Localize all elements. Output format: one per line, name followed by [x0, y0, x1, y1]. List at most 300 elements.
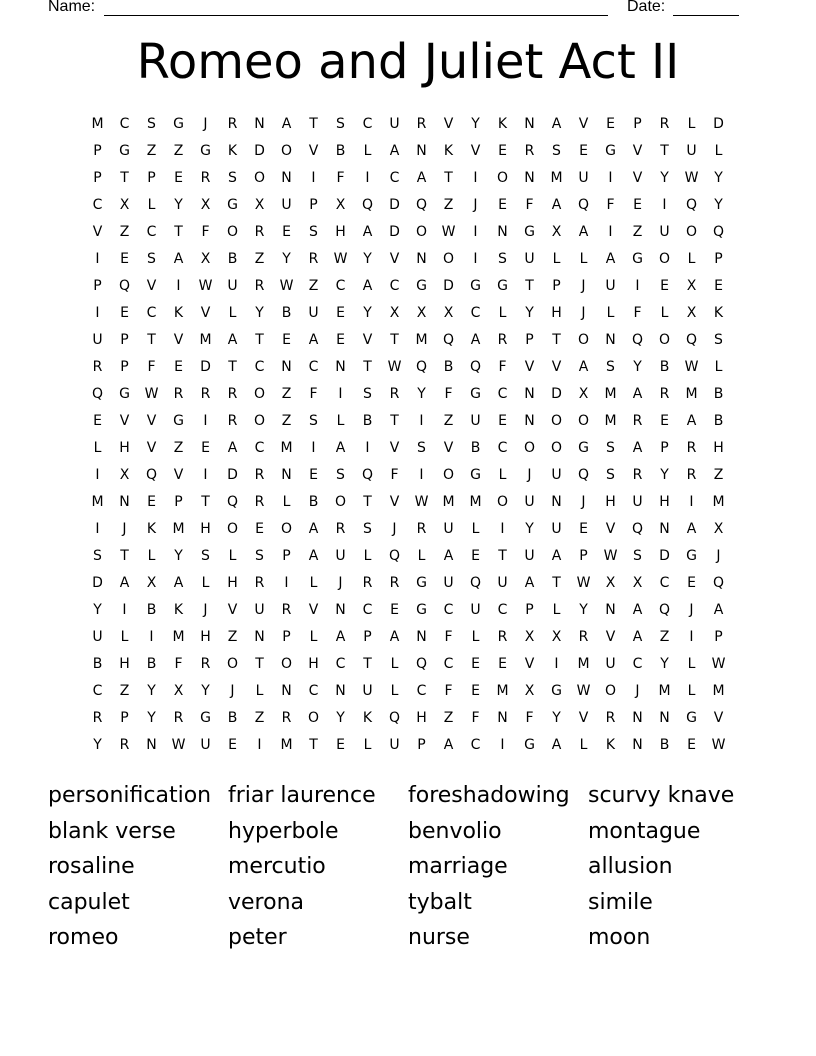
- word-bank-item: simile: [588, 889, 653, 915]
- grid-letter: T: [120, 548, 129, 564]
- grid-letter: A: [281, 116, 292, 132]
- grid-letter: L: [687, 116, 696, 132]
- grid-letter: M: [496, 683, 509, 699]
- grid-letter: E: [255, 521, 264, 537]
- grid-letter: E: [147, 494, 156, 510]
- grid-letter: T: [174, 224, 183, 240]
- grid-letter: T: [255, 332, 264, 348]
- grid-letter: C: [254, 440, 265, 456]
- grid-letter: R: [686, 467, 697, 483]
- grid-letter: J: [716, 548, 721, 564]
- grid-letter: L: [606, 305, 615, 321]
- grid-letter: I: [149, 629, 154, 645]
- grid-letter: F: [147, 359, 156, 375]
- grid-letter: I: [203, 467, 208, 483]
- grid-letter: F: [471, 710, 480, 726]
- grid-letter: P: [93, 278, 102, 294]
- grid-letter: L: [228, 548, 237, 564]
- grid-letter: N: [659, 710, 670, 726]
- grid-letter: V: [146, 278, 157, 294]
- grid-letter: L: [390, 656, 399, 672]
- grid-letter: Z: [119, 683, 130, 699]
- grid-letter: G: [578, 440, 589, 456]
- grid-letter: O: [307, 710, 320, 726]
- grid-letter: L: [714, 143, 723, 159]
- grid-letter: N: [254, 629, 265, 645]
- grid-letter: E: [201, 440, 210, 456]
- grid-letter: U: [524, 494, 535, 510]
- grid-letter: P: [309, 197, 318, 213]
- grid-letter: X: [686, 305, 697, 321]
- grid-letter: A: [362, 224, 373, 240]
- grid-letter: Y: [255, 305, 264, 321]
- grid-letter: R: [281, 710, 292, 726]
- grid-letter: V: [605, 629, 616, 645]
- grid-row: [84, 708, 732, 735]
- grid-letter: B: [659, 737, 670, 753]
- name-label: Name:: [48, 0, 96, 15]
- grid-letter: X: [119, 197, 130, 213]
- grid-letter: R: [335, 521, 346, 537]
- grid-letter: R: [578, 629, 589, 645]
- grid-letter: I: [365, 170, 370, 186]
- grid-letter: R: [389, 386, 400, 402]
- letter-grid: [84, 114, 732, 762]
- grid-letter: Q: [91, 386, 104, 402]
- grid-letter: V: [119, 413, 130, 429]
- grid-letter: Y: [552, 710, 561, 726]
- grid-letter: A: [551, 197, 562, 213]
- grid-letter: Q: [577, 197, 590, 213]
- grid-letter: A: [443, 737, 454, 753]
- grid-letter: C: [335, 656, 346, 672]
- grid-letter: X: [200, 197, 211, 213]
- grid-letter: W: [711, 656, 726, 672]
- grid-row: [84, 546, 732, 573]
- grid-letter: U: [470, 413, 481, 429]
- grid-letter: V: [524, 359, 535, 375]
- grid-letter: S: [336, 116, 345, 132]
- grid-letter: Q: [631, 332, 644, 348]
- grid-letter: A: [416, 170, 427, 186]
- grid-letter: V: [632, 143, 643, 159]
- grid-letter: J: [122, 521, 127, 537]
- grid-letter: U: [605, 278, 616, 294]
- grid-letter: V: [389, 251, 400, 267]
- grid-letter: T: [228, 359, 237, 375]
- grid-letter: V: [578, 116, 589, 132]
- grid-letter: W: [441, 224, 456, 240]
- grid-letter: X: [686, 278, 697, 294]
- grid-letter: R: [362, 575, 373, 591]
- grid-letter: A: [308, 521, 319, 537]
- grid-letter: N: [524, 386, 535, 402]
- grid-letter: G: [686, 710, 697, 726]
- grid-letter: W: [684, 170, 699, 186]
- grid-letter: U: [200, 737, 211, 753]
- grid-letter: W: [387, 359, 402, 375]
- word-bank-item: peter: [228, 925, 287, 951]
- grid-letter: Q: [712, 575, 725, 591]
- grid-letter: G: [632, 251, 643, 267]
- grid-letter: F: [444, 629, 453, 645]
- grid-letter: A: [173, 251, 184, 267]
- grid-letter: S: [201, 548, 210, 564]
- grid-letter: Y: [633, 359, 642, 375]
- grid-letter: H: [308, 656, 319, 672]
- grid-letter: M: [172, 629, 185, 645]
- grid-row: [84, 438, 732, 465]
- grid-letter: I: [689, 629, 694, 645]
- grid-letter: J: [203, 116, 208, 132]
- grid-letter: I: [608, 224, 613, 240]
- grid-letter: Y: [579, 602, 588, 618]
- grid-letter: L: [579, 251, 588, 267]
- grid-letter: S: [714, 332, 723, 348]
- grid-letter: A: [173, 575, 184, 591]
- grid-letter: W: [144, 386, 159, 402]
- grid-letter: M: [577, 656, 590, 672]
- grid-letter: T: [660, 143, 669, 159]
- grid-letter: Y: [714, 197, 723, 213]
- grid-letter: O: [658, 251, 671, 267]
- grid-letter: D: [200, 359, 211, 375]
- grid-letter: S: [498, 251, 507, 267]
- grid-letter: F: [390, 467, 399, 483]
- grid-letter: E: [579, 143, 588, 159]
- grid-letter: L: [336, 413, 345, 429]
- grid-letter: S: [309, 224, 318, 240]
- grid-letter: Z: [659, 629, 670, 645]
- grid-letter: L: [498, 305, 507, 321]
- grid-letter: Q: [415, 197, 428, 213]
- grid-letter: U: [497, 575, 508, 591]
- grid-letter: R: [173, 710, 184, 726]
- grid-letter: C: [470, 305, 481, 321]
- grid-letter: R: [254, 575, 265, 591]
- grid-letter: L: [363, 548, 372, 564]
- grid-letter: C: [335, 278, 346, 294]
- grid-letter: E: [282, 224, 291, 240]
- grid-letter: U: [686, 143, 697, 159]
- grid-letter: Q: [442, 332, 455, 348]
- grid-letter: S: [633, 548, 642, 564]
- grid-letter: E: [498, 656, 507, 672]
- grid-letter: T: [363, 494, 372, 510]
- grid-letter: T: [363, 656, 372, 672]
- grid-letter: O: [658, 332, 671, 348]
- grid-letter: G: [416, 575, 427, 591]
- word-bank-item: tybalt: [408, 889, 472, 915]
- grid-letter: Q: [469, 575, 482, 591]
- grid-letter: X: [632, 575, 643, 591]
- grid-letter: R: [632, 413, 643, 429]
- grid-letter: G: [119, 143, 130, 159]
- grid-letter: J: [230, 683, 235, 699]
- grid-letter: V: [146, 440, 157, 456]
- grid-letter: I: [311, 440, 316, 456]
- grid-letter: O: [496, 494, 509, 510]
- grid-letter: Q: [469, 359, 482, 375]
- grid-letter: W: [171, 737, 186, 753]
- grid-letter: K: [146, 521, 157, 537]
- grid-letter: Y: [174, 197, 183, 213]
- grid-letter: Y: [525, 305, 534, 321]
- grid-letter: E: [471, 548, 480, 564]
- grid-letter: G: [524, 737, 535, 753]
- grid-letter: T: [309, 737, 318, 753]
- grid-letter: P: [417, 737, 426, 753]
- word-bank-item: blank verse: [48, 818, 176, 844]
- word-bank-item: foreshadowing: [408, 783, 570, 808]
- grid-letter: L: [93, 440, 102, 456]
- grid-letter: U: [443, 575, 454, 591]
- grid-letter: I: [95, 521, 100, 537]
- grid-letter: Y: [336, 710, 345, 726]
- grid-letter: G: [524, 224, 535, 240]
- word-bank-item: rosaline: [48, 854, 135, 880]
- grid-letter: E: [120, 305, 129, 321]
- grid-letter: Z: [173, 440, 184, 456]
- grid-letter: P: [282, 548, 291, 564]
- grid-letter: M: [91, 494, 104, 510]
- grid-letter: I: [95, 251, 100, 267]
- grid-letter: C: [497, 386, 508, 402]
- grid-letter: O: [577, 413, 590, 429]
- grid-letter: U: [335, 548, 346, 564]
- grid-letter: B: [92, 656, 103, 672]
- grid-letter: G: [200, 143, 211, 159]
- word-bank-item: verona: [228, 889, 305, 915]
- grid-letter: K: [362, 710, 373, 726]
- grid-letter: J: [338, 575, 343, 591]
- grid-letter: E: [336, 305, 345, 321]
- grid-letter: R: [497, 332, 508, 348]
- grid-letter: A: [578, 359, 589, 375]
- grid-letter: Z: [308, 278, 319, 294]
- grid-letter: R: [605, 710, 616, 726]
- grid-letter: O: [550, 440, 563, 456]
- grid-letter: F: [174, 656, 183, 672]
- grid-letter: Q: [118, 278, 131, 294]
- grid-letter: A: [605, 251, 616, 267]
- grid-letter: U: [524, 548, 535, 564]
- grid-letter: Y: [471, 116, 480, 132]
- word-bank-item: hyperbole: [228, 818, 339, 844]
- grid-letter: U: [632, 494, 643, 510]
- grid-letter: G: [416, 602, 427, 618]
- grid-letter: J: [392, 521, 397, 537]
- grid-letter: G: [173, 116, 184, 132]
- grid-letter: C: [389, 278, 400, 294]
- grid-letter: H: [659, 494, 670, 510]
- grid-letter: G: [605, 143, 616, 159]
- grid-letter: S: [147, 251, 156, 267]
- grid-row: [84, 141, 732, 168]
- grid-letter: C: [146, 224, 157, 240]
- grid-letter: P: [660, 440, 669, 456]
- grid-letter: N: [281, 467, 292, 483]
- grid-letter: S: [606, 359, 615, 375]
- grid-letter: O: [226, 656, 239, 672]
- grid-letter: C: [497, 440, 508, 456]
- grid-letter: C: [254, 359, 265, 375]
- grid-letter: Z: [227, 629, 238, 645]
- grid-row: [84, 573, 732, 600]
- grid-letter: V: [578, 710, 589, 726]
- grid-letter: A: [335, 629, 346, 645]
- grid-letter: V: [308, 602, 319, 618]
- grid-letter: A: [335, 440, 346, 456]
- grid-letter: D: [92, 575, 103, 591]
- grid-letter: A: [524, 575, 535, 591]
- grid-letter: W: [576, 575, 591, 591]
- grid-letter: O: [685, 224, 698, 240]
- grid-letter: A: [551, 548, 562, 564]
- grid-letter: Z: [632, 224, 643, 240]
- grid-letter: V: [173, 332, 184, 348]
- grid-letter: W: [333, 251, 348, 267]
- grid-letter: R: [173, 386, 184, 402]
- grid-letter: N: [281, 170, 292, 186]
- grid-letter: N: [335, 683, 346, 699]
- grid-letter: D: [227, 467, 238, 483]
- date-label: Date:: [627, 0, 666, 15]
- grid-letter: F: [444, 683, 453, 699]
- grid-letter: S: [228, 170, 237, 186]
- grid-letter: X: [524, 629, 535, 645]
- grid-letter: U: [551, 467, 562, 483]
- grid-letter: U: [254, 602, 265, 618]
- word-bank-item: capulet: [48, 889, 130, 915]
- grid-letter: V: [605, 521, 616, 537]
- grid-letter: E: [498, 197, 507, 213]
- grid-letter: T: [309, 116, 318, 132]
- grid-letter: Z: [254, 710, 265, 726]
- page-title: Romeo and Juliet Act II: [136, 34, 680, 90]
- grid-letter: X: [524, 683, 535, 699]
- grid-letter: R: [524, 143, 535, 159]
- grid-letter: L: [363, 737, 372, 753]
- grid-letter: N: [659, 521, 670, 537]
- grid-letter: I: [95, 467, 100, 483]
- grid-letter: O: [280, 521, 293, 537]
- grid-letter: A: [713, 602, 724, 618]
- grid-letter: N: [119, 494, 130, 510]
- grid-letter: Q: [226, 494, 239, 510]
- grid-letter: A: [578, 224, 589, 240]
- grid-letter: N: [335, 359, 346, 375]
- grid-letter: R: [254, 467, 265, 483]
- grid-letter: R: [632, 467, 643, 483]
- grid-letter: X: [713, 521, 724, 537]
- grid-letter: F: [444, 386, 453, 402]
- grid-letter: U: [227, 278, 238, 294]
- grid-letter: X: [173, 683, 184, 699]
- grid-letter: S: [336, 467, 345, 483]
- grid-letter: L: [471, 521, 480, 537]
- grid-letter: R: [227, 116, 238, 132]
- grid-row: [84, 384, 732, 411]
- grid-letter: G: [227, 197, 238, 213]
- grid-letter: Z: [119, 224, 130, 240]
- grid-letter: H: [335, 224, 346, 240]
- grid-letter: V: [173, 467, 184, 483]
- grid-letter: F: [336, 170, 345, 186]
- grid-letter: R: [92, 359, 103, 375]
- word-bank: [48, 780, 768, 958]
- grid-letter: Y: [147, 710, 156, 726]
- grid-letter: O: [523, 440, 536, 456]
- grid-letter: O: [550, 413, 563, 429]
- grid-letter: I: [500, 737, 505, 753]
- grid-row: [84, 303, 732, 330]
- grid-letter: L: [228, 305, 237, 321]
- grid-letter: I: [203, 413, 208, 429]
- name-blank-line: [104, 15, 608, 16]
- grid-letter: L: [471, 629, 480, 645]
- grid-letter: R: [416, 521, 427, 537]
- grid-letter: I: [365, 440, 370, 456]
- grid-letter: Q: [685, 197, 698, 213]
- grid-letter: F: [606, 197, 615, 213]
- grid-letter: L: [579, 737, 588, 753]
- grid-letter: U: [92, 332, 103, 348]
- grid-letter: E: [660, 278, 669, 294]
- grid-letter: P: [525, 602, 534, 618]
- grid-letter: A: [686, 413, 697, 429]
- grid-letter: B: [443, 359, 454, 375]
- grid-letter: Y: [660, 656, 669, 672]
- grid-row: [84, 492, 732, 519]
- grid-letter: E: [228, 737, 237, 753]
- grid-letter: J: [635, 683, 640, 699]
- grid-letter: G: [416, 278, 427, 294]
- grid-letter: H: [200, 521, 211, 537]
- grid-letter: E: [174, 359, 183, 375]
- grid-letter: N: [524, 116, 535, 132]
- grid-letter: I: [311, 170, 316, 186]
- grid-letter: C: [308, 683, 319, 699]
- grid-letter: N: [605, 602, 616, 618]
- grid-letter: I: [122, 602, 127, 618]
- grid-letter: A: [308, 332, 319, 348]
- grid-letter: O: [496, 170, 509, 186]
- grid-letter: A: [551, 737, 562, 753]
- grid-letter: C: [497, 602, 508, 618]
- word-bank-item: montague: [588, 818, 701, 844]
- grid-letter: K: [605, 737, 616, 753]
- grid-letter: W: [414, 494, 429, 510]
- grid-letter: P: [282, 629, 291, 645]
- grid-letter: T: [552, 332, 561, 348]
- grid-letter: S: [363, 521, 372, 537]
- grid-letter: J: [581, 278, 586, 294]
- grid-letter: Q: [361, 197, 374, 213]
- grid-letter: E: [309, 467, 318, 483]
- grid-letter: V: [443, 440, 454, 456]
- grid-letter: V: [443, 116, 454, 132]
- grid-letter: K: [227, 143, 238, 159]
- grid-letter: G: [200, 710, 211, 726]
- grid-letter: H: [119, 656, 130, 672]
- grid-letter: R: [200, 170, 211, 186]
- grid-letter: K: [173, 602, 184, 618]
- grid-letter: S: [417, 440, 426, 456]
- grid-letter: B: [335, 143, 346, 159]
- grid-letter: I: [689, 494, 694, 510]
- grid-letter: R: [308, 251, 319, 267]
